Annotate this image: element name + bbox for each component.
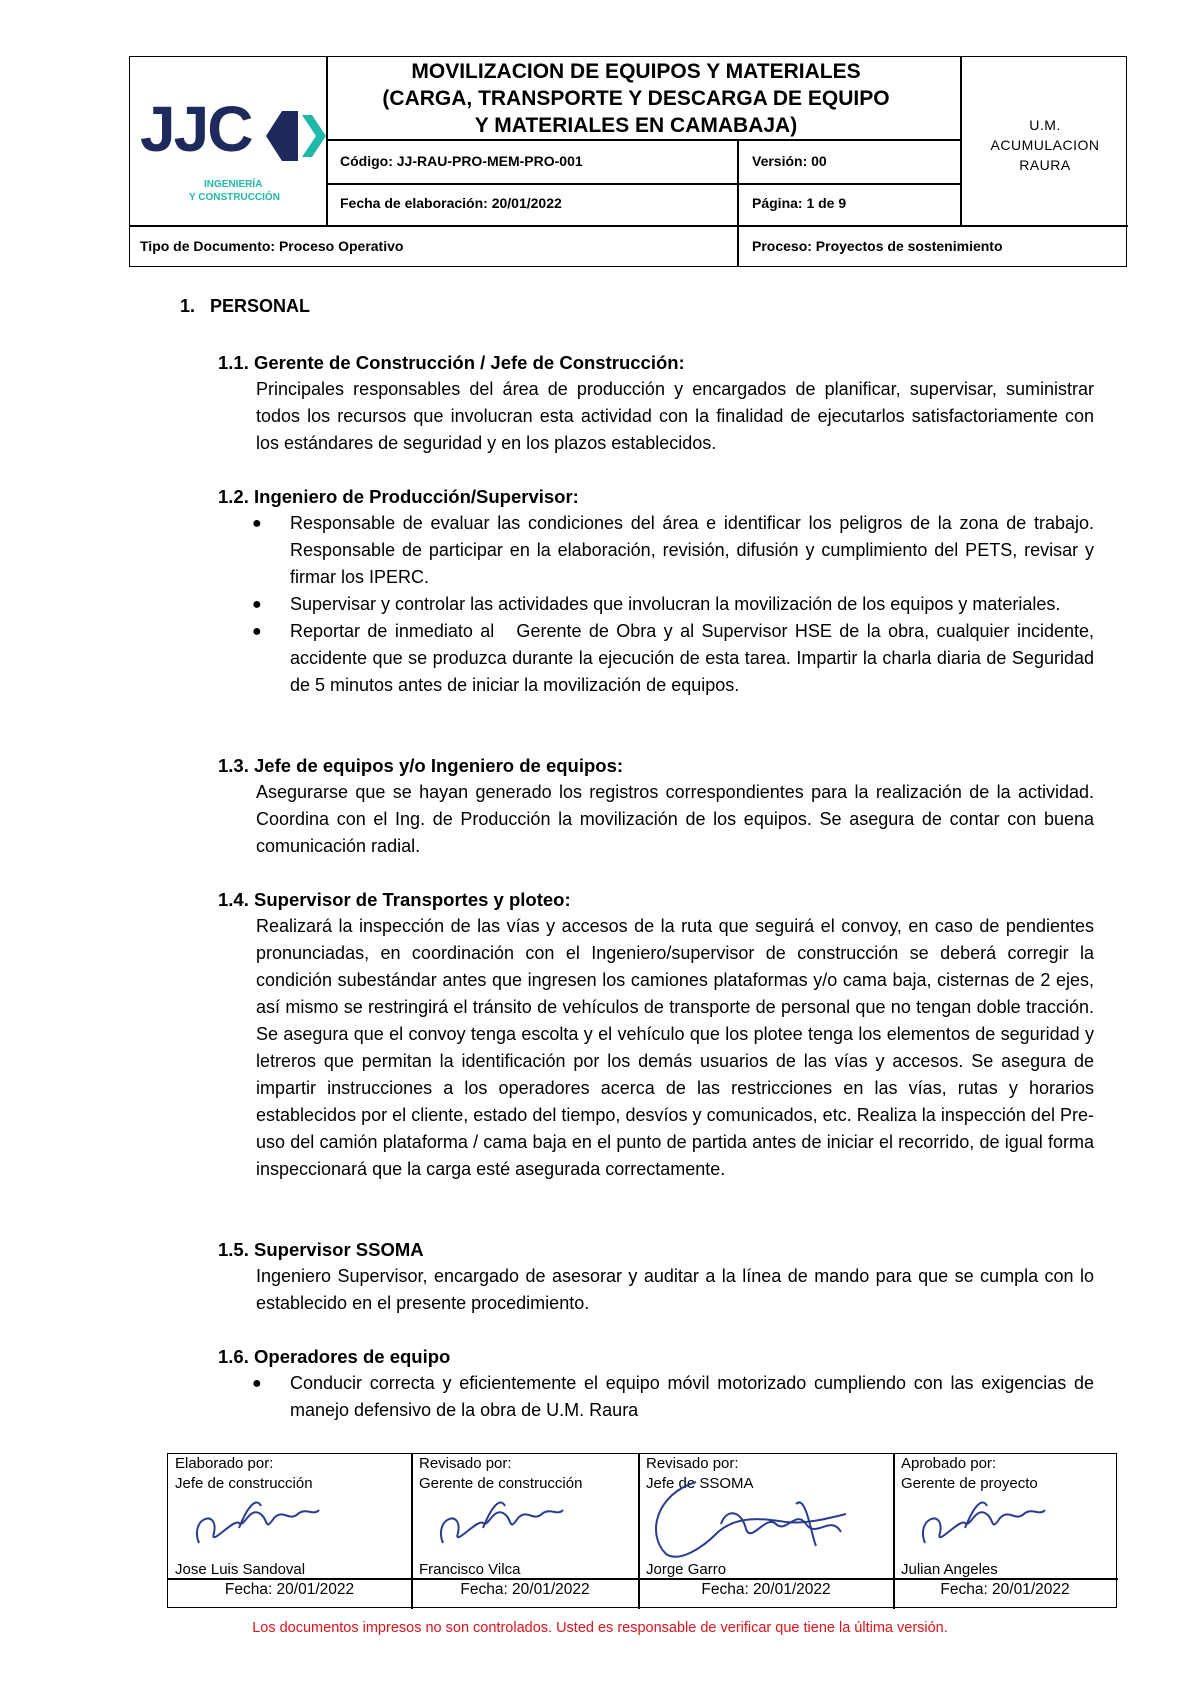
list-item-text: Conducir correcta y eficientemente el equipo móvil motorizado cumpliendo con las exigencias de manejo defensivo de la obra de U.M. Raura xyxy=(290,1373,1094,1420)
title-line: MOVILIZACION DE EQUIPOS Y MATERIALES xyxy=(411,59,861,83)
signature-label: Revisado por: xyxy=(646,1455,739,1472)
bullet-icon: ● xyxy=(252,623,262,640)
subsection-heading: 1.4. Supervisor de Transportes y ploteo: xyxy=(218,889,571,910)
subsection-text: Realizará la inspección de las vías y accesos de la ruta que seguirá el convoy, en caso de pendientes pronunciadas, en coordinación con el Ingeniero/supervisor de construcción se deberá corregir la condición subestándar antes que ingresen los camiones plataformas y/o cama baja, cisternas de 2 ejes, así mismo se restringirá el tránsito de vehículos de transporte de personal que no tengan doble tracción. Se asegura que el convoy tenga escolta y el vehículo que los plotee tenga los elementos de seguridad y letreros que permitan la identificación por los demás usuarios de las vías y accesos. Se asegura de impartir instrucciones a los operadores acerca de las restricciones en las vías, rutas y horarios establecidos por el cliente, estado del tiempo, desvíos y comunicados, etc. Realiza la inspección del Pre-uso del camión plataforma / cama baja en el punto de partida antes de iniciar el recorrido, de igual forma inspeccionará que la carga esté asegurada correctamente. xyxy=(256,916,1094,1179)
subsection-heading: 1.1. Gerente de Construcción / Jefe de Construcción: xyxy=(218,352,685,373)
footer-disclaimer: Los documentos impresos no son controlados. Usted es responsable de verificar que tiene la última versión. xyxy=(252,1620,948,1636)
subsection-text: Ingeniero Supervisor, encargado de asesorar y auditar a la línea de mando para que se cumpla con lo establecido en el presente procedimiento. xyxy=(256,1266,1094,1313)
list-item-text: Supervisar y controlar las actividades que involucran la movilización de los equipos y materiales. xyxy=(290,594,1061,614)
list-item-text: Reportar de inmediato al Gerente de Obra y al Supervisor HSE de la obra, cualquier incidente, accidente que se produzca durante la ejecución de esta tarea. Impartir la charla diaria de Seguridad de 5 minutos antes de iniciar la movilización de equipos. xyxy=(290,621,1100,695)
list-item xyxy=(218,618,1100,699)
signature-date: Fecha: 20/01/2022 xyxy=(940,1581,1070,1598)
logo-tagline-1: INGENIERÍA xyxy=(204,179,263,190)
subsection-text: Asegurarse que se hayan generado los registros correspondientes para la realización de la actividad. Coordina con el Ing. de Producción la movilización de los equipos. Se asegura de contar con buena comunicación radial. xyxy=(256,782,1094,856)
signature-table xyxy=(167,1453,1117,1608)
logo-arrow-dark xyxy=(266,111,298,161)
subsection-heading: 1.2. Ingeniero de Producción/Supervisor: xyxy=(218,486,579,507)
logo-arrow-teal xyxy=(302,115,326,157)
elaboration-date: Fecha de elaboración: 20/01/2022 xyxy=(340,195,562,211)
subsection-1-5 xyxy=(218,1236,1094,1317)
document-version: Versión: 00 xyxy=(752,153,827,169)
section-title: 1. PERSONAL xyxy=(180,296,311,316)
title-line: (CARGA, TRANSPORTE Y DESCARGA DE EQUIPO xyxy=(382,86,890,110)
document-header xyxy=(129,56,1127,267)
signer-name: Francisco Vilca xyxy=(419,1561,521,1578)
page-number: Página: 1 de 9 xyxy=(752,195,847,211)
subsection-1-2 xyxy=(218,483,1100,699)
title-line: Y MATERIALES EN CAMABAJA) xyxy=(474,113,798,137)
bullet-icon: ● xyxy=(252,596,262,613)
unit-line: U.M. xyxy=(1029,117,1061,133)
signature-role: Jefe de construcción xyxy=(175,1475,313,1492)
signature-role: Gerente de proyecto xyxy=(901,1475,1038,1492)
list-item xyxy=(218,1370,1094,1424)
subsection-heading: 1.6. Operadores de equipo xyxy=(218,1346,451,1367)
signature-label: Elaborado por: xyxy=(175,1455,274,1472)
signature-cell-revisado-2 xyxy=(646,1454,886,1578)
bullet-list xyxy=(218,510,1100,699)
signature-role: Jefe de SSOMA xyxy=(646,1475,754,1492)
list-item xyxy=(218,591,1094,618)
list-item xyxy=(218,510,1094,591)
subsection-heading: 1.3. Jefe de equipos y/o Ingeniero de equipos: xyxy=(218,755,624,776)
signature-cell-elaborado xyxy=(175,1454,405,1578)
subsection-1-4 xyxy=(218,886,1094,1183)
subsection-1-1 xyxy=(218,349,1094,457)
logo-tagline-2: Y CONSTRUCCIÓN xyxy=(189,192,280,203)
bullet-icon: ● xyxy=(252,515,262,532)
process-name: Proceso: Proyectos de sostenimiento xyxy=(752,238,1003,254)
subsection-heading: 1.5. Supervisor SSOMA xyxy=(218,1239,424,1260)
subsection-1-6 xyxy=(218,1343,1094,1424)
signature-label: Aprobado por: xyxy=(901,1455,997,1472)
signature-role: Gerente de construcción xyxy=(419,1475,583,1492)
signature-image xyxy=(423,1488,583,1558)
unit-line: ACUMULACION xyxy=(990,137,1100,153)
subsection-1-3 xyxy=(218,752,1094,860)
subsection-text: Principales responsables del área de producción y encargados de planificar, supervisar, suministrar todos los recursos que involucran esta actividad con la finalidad de ejecutarlos satisfactoriamente con los estándares de seguridad y en los plazos establecidos. xyxy=(256,379,1094,453)
signature-date: Fecha: 20/01/2022 xyxy=(460,1581,590,1598)
bullet-icon: ● xyxy=(252,1375,262,1392)
signature-date: Fecha: 20/01/2022 xyxy=(224,1581,355,1598)
signature-label: Revisado por: xyxy=(419,1455,512,1472)
signature-image xyxy=(646,1474,866,1564)
list-item-text: Responsable de evaluar las condiciones del área e identificar los peligros de la zona de trabajo. Responsable de participar en la elaboración, revisión, difusión y cumplimiento del PETS, revisar y firmar los IPERC. xyxy=(290,513,1094,587)
bullet-list xyxy=(218,1370,1094,1424)
unit-line: RAURA xyxy=(1019,157,1071,173)
document-type: Tipo de Documento: Proceso Operativo xyxy=(140,238,404,254)
document-code: Código: JJ-RAU-PRO-MEM-PRO-001 xyxy=(340,153,583,169)
logo-text: JJC xyxy=(140,93,252,165)
signature-cell-revisado-1 xyxy=(419,1454,634,1578)
signature-image xyxy=(179,1488,339,1558)
signature-date: Fecha: 20/01/2022 xyxy=(701,1581,831,1598)
signer-name: Jose Luis Sandoval xyxy=(175,1561,306,1578)
signer-name: Julian Angeles xyxy=(901,1561,998,1578)
signature-cell-aprobado xyxy=(901,1454,1111,1578)
company-logo xyxy=(140,89,330,249)
document-title xyxy=(326,57,946,139)
mining-unit xyxy=(962,115,1128,175)
signer-name: Jorge Garro xyxy=(646,1561,727,1578)
signature-image xyxy=(905,1488,1065,1558)
